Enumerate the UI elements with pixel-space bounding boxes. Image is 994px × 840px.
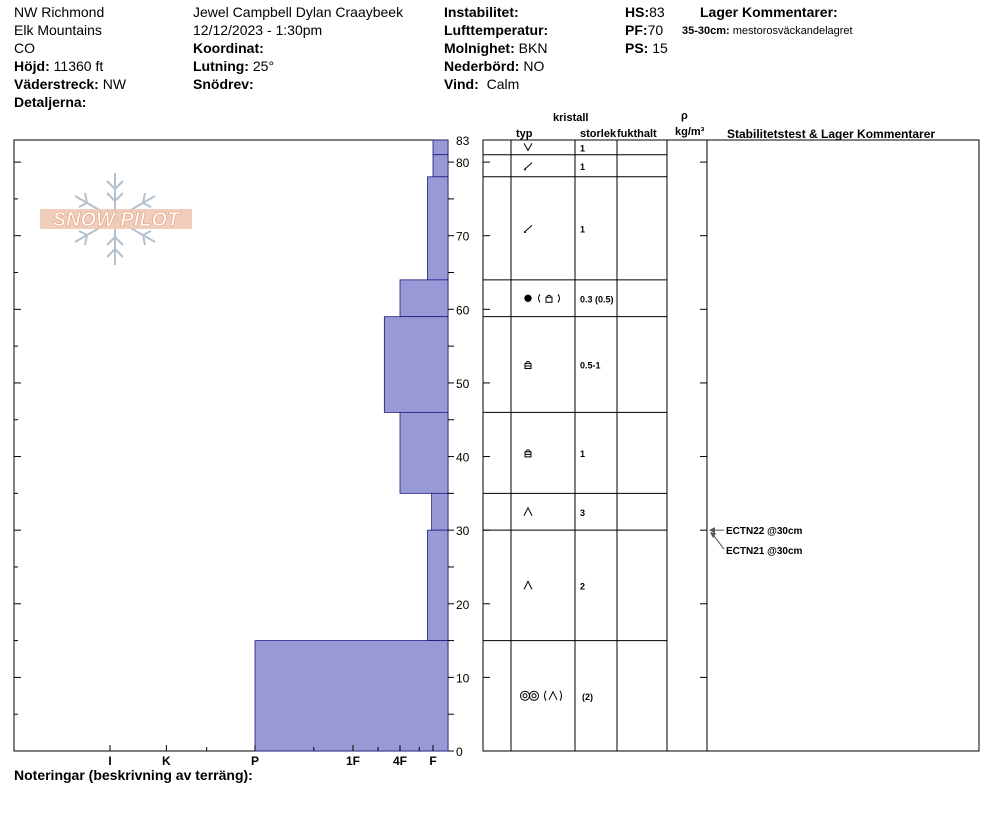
decomposing-fragments-icon: [524, 163, 532, 170]
x-tick-label: I: [108, 754, 112, 768]
slope-label: Lutning:: [193, 58, 249, 74]
kristall-header: kristall: [553, 112, 589, 124]
pf-label: PF:: [625, 22, 648, 38]
wind-label: Vind:: [444, 76, 479, 92]
location: NW Richmond: [14, 4, 105, 20]
instability-label: Instabilitet:: [444, 4, 519, 20]
melt-forms-depth-hoar-icon: [521, 691, 562, 701]
x-tick-label: 1F: [345, 754, 361, 768]
stability-header: Stabilitetstest & Lager Kommentarer: [727, 127, 936, 141]
hardness-bar: [255, 641, 448, 751]
hardness-bar: [432, 493, 448, 530]
y-tick-label: 83: [456, 134, 470, 148]
stability-arrow-head: [709, 527, 715, 533]
x-tick-label: P: [250, 754, 260, 768]
aspect-value: NW: [102, 76, 127, 92]
hardness-bar: [400, 412, 448, 493]
grain-size-label: 0.5-1: [580, 360, 601, 371]
x-tick-label: 4F: [392, 754, 408, 768]
hs-value: 83: [649, 4, 665, 20]
stability-test-label: ECTN22 @30cm: [726, 526, 803, 538]
y-tick-label: 70: [456, 229, 470, 244]
y-tick-label: 30: [456, 524, 470, 539]
sky-label: Molnighet:: [444, 40, 515, 56]
y-tick-label: 10: [456, 671, 470, 686]
hardness-bar: [400, 280, 448, 317]
density-unit-header: kg/m³: [675, 126, 705, 138]
grain-size-label: 1: [580, 224, 586, 235]
logo-text: SNOW PILOT: [52, 209, 180, 231]
hardness-bar: [433, 140, 448, 155]
layer-comments-label: Lager Kommentarer:: [700, 4, 838, 20]
layer-comment-text: mestorosväckandelagret: [732, 25, 853, 37]
pf-value: 70: [647, 22, 664, 38]
decomposing-fragments-icon: [524, 225, 532, 232]
notes-label: Noteringar (beskrivning av terräng):: [14, 767, 253, 783]
state: CO: [14, 40, 35, 56]
air-temp-label: Lufttemperatur:: [444, 22, 549, 38]
details-label: Detaljerna:: [14, 94, 87, 110]
coordinate-label: Koordinat:: [193, 40, 264, 56]
range: Elk Mountains: [14, 22, 102, 38]
slope-value: 25°: [252, 58, 275, 74]
hardness-bar: [428, 530, 449, 640]
grain-size-label: 1: [580, 161, 586, 172]
grain-size-label: 1: [580, 143, 586, 154]
y-tick-label: 80: [456, 156, 470, 171]
grain-size-label: (2): [582, 691, 593, 702]
x-tick-label: K: [162, 754, 171, 768]
hardness-bar: [384, 317, 448, 413]
faceted-rounded-icon: [525, 362, 531, 369]
y-tick-label: 0: [456, 745, 463, 759]
layer-table-frame: [483, 140, 979, 751]
depth-hoar-icon: [524, 508, 532, 516]
hs-label: HS:: [625, 4, 650, 20]
wind-loading-label: Snödrev:: [193, 76, 254, 92]
typ-header: typ: [516, 128, 533, 140]
grain-size-label: 1: [580, 448, 586, 459]
ps-label: PS:: [625, 40, 649, 56]
precip-label: Nederbörd:: [444, 58, 520, 74]
depth-hoar-icon: [524, 581, 532, 589]
ps-value: 15: [652, 40, 668, 56]
fukthalt-header: fukthalt: [617, 128, 657, 140]
aspect-label: Väderstreck:: [14, 76, 99, 92]
rounded-faceted-icon: [525, 294, 560, 302]
stability-test-label: ECTN21 @30cm: [726, 546, 803, 558]
storlek-header: storlek: [580, 128, 617, 140]
grain-size-label: 2: [580, 581, 586, 592]
hardness-bar: [428, 177, 449, 280]
grain-size-label: 0.3 (0.5): [580, 294, 614, 305]
elevation-label: Höjd:: [14, 58, 50, 74]
faceted-rounded-icon: [525, 450, 531, 457]
datetime: 12/12/2023 - 1:30pm: [193, 22, 323, 38]
precip-value: NO: [523, 58, 545, 74]
y-tick-label: 20: [456, 597, 470, 612]
snowpilot-logo: [40, 173, 192, 265]
y-tick-label: 40: [456, 450, 470, 465]
y-tick-label: 50: [456, 376, 470, 391]
wind-value: Calm: [486, 76, 520, 92]
y-tick-label: 60: [456, 303, 470, 318]
observers: Jewel Campbell Dylan Craaybeek: [193, 4, 404, 20]
sky-value: BKN: [518, 40, 548, 56]
hardness-bar: [433, 155, 448, 177]
elevation-value: 11360 ft: [53, 58, 104, 74]
x-tick-label: F: [429, 754, 437, 768]
layer-comment-range: 35-30cm:: [682, 25, 730, 37]
rho-header: ρ: [681, 110, 688, 122]
grain-size-label: 3: [580, 507, 586, 518]
surface-hoar-icon: [524, 143, 532, 150]
